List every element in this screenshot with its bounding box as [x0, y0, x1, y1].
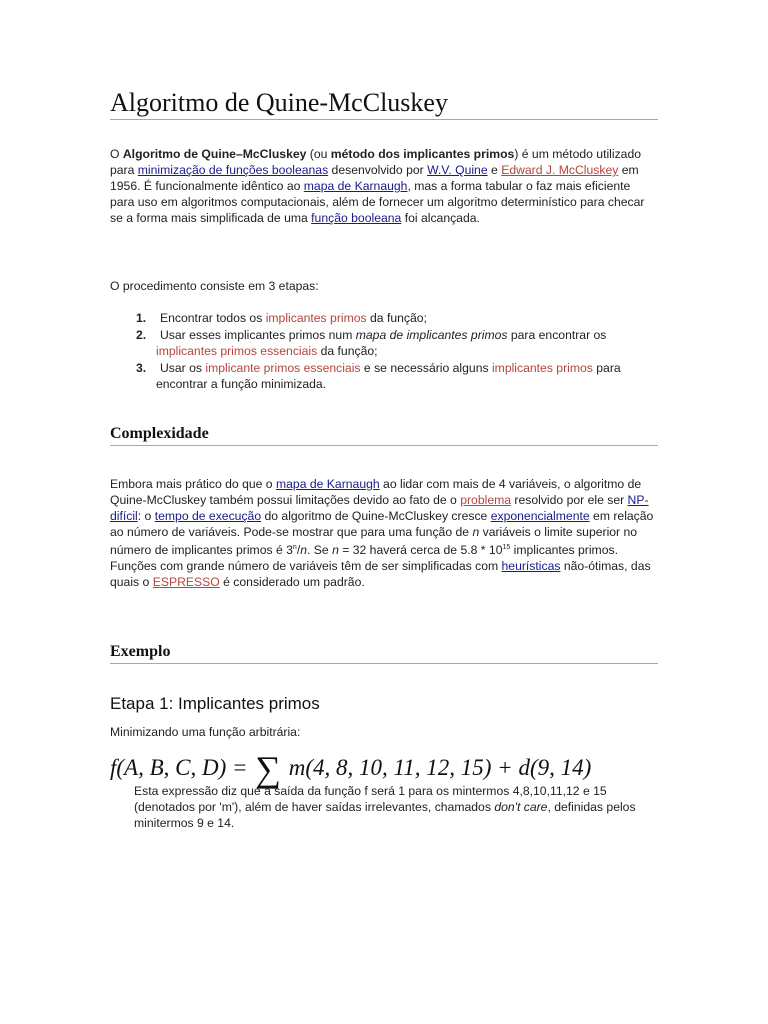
intro-paragraph	[110, 146, 658, 226]
body-text: é considerado um padrão.	[219, 575, 365, 590]
italic-term: don't care	[494, 800, 548, 814]
heading-exemplo: Exemplo	[110, 642, 658, 664]
body-text: : o	[137, 509, 155, 523]
formula-rhs: m(4, 8, 10, 11, 12, 15) + d(9, 14)	[288, 755, 592, 780]
example-note	[134, 783, 654, 831]
example-lead: Minimizando uma função arbitrária:	[110, 725, 301, 739]
math-var: n	[472, 525, 480, 539]
link-mccluskey[interactable]: Edward J. McCluskey	[501, 163, 619, 177]
step-text: e se necessário alguns	[360, 361, 492, 375]
step-text: da função;	[366, 311, 427, 325]
link-heuristicas[interactable]: heurísticas	[501, 559, 561, 574]
list-item	[136, 327, 636, 359]
link-karnaugh[interactable]: mapa de Karnaugh	[303, 179, 408, 193]
math-var: n	[300, 543, 307, 558]
step-text: Usar os	[160, 361, 206, 375]
formula-lhs: f(A, B, C, D) =	[110, 755, 248, 780]
step-text: Encontrar todos os	[160, 311, 266, 325]
complexity-paragraph	[110, 476, 658, 590]
body-text: , definidas pelos minitermos 9 e 14.	[134, 800, 636, 830]
body-text: variáveis o limite superior no número de implicantes primos é 3	[110, 525, 638, 558]
heading-complexidade: Complexidade	[110, 424, 658, 446]
formula	[110, 742, 658, 789]
body-text: . Se	[306, 543, 333, 558]
step-text: para encontrar a função minimizada.	[156, 361, 621, 391]
link-problema[interactable]: problema	[460, 493, 512, 507]
intro-text: em 1956. É funcionalmente idêntico ao	[110, 163, 639, 193]
link-espresso[interactable]: ESPRESSO	[152, 575, 220, 590]
step-text: da função;	[317, 344, 378, 358]
body-text: = 32 haverá cerca de 5.8 * 10	[338, 543, 503, 558]
step-number: 2.	[136, 328, 147, 342]
body-text: do algoritmo de Quine-McCluskey cresce	[261, 509, 491, 523]
intro-text: e	[487, 163, 502, 177]
intro-bold-term: método dos implicantes primos	[330, 147, 515, 161]
subheading-etapa-1: Etapa 1: Implicantes primos	[110, 694, 320, 713]
step-text: Usar esses implicantes primos num	[160, 328, 356, 342]
step-italic: mapa de implicantes primos	[355, 328, 508, 342]
sum-symbol: ∑	[255, 749, 281, 789]
link-tempo-execucao[interactable]: tempo de execução	[154, 509, 262, 523]
body-text: ao lidar com mais de 4 variáveis, o algoritmo de Quine-McCluskey também possui limitações devido ao fato de o	[110, 477, 642, 507]
body-text: Embora mais prático do que o	[110, 477, 276, 491]
page-title: Algoritmo de Quine-McCluskey	[110, 88, 658, 120]
step-number: 1.	[136, 311, 147, 325]
procedure-steps	[136, 310, 636, 393]
body-text: em relação ao número de variáveis. Pode-se mostrar que para uma função de	[110, 509, 654, 539]
link-quine[interactable]: W.V. Quine	[427, 163, 488, 177]
math-var: n	[332, 543, 339, 558]
intro-text: foi alcançada.	[401, 211, 480, 225]
step-text: para encontrar os	[507, 328, 607, 342]
link-implicantes-essenciais[interactable]: implicantes primos essenciais	[156, 344, 318, 358]
link-minimizacao[interactable]: minimização de funções booleanas	[137, 163, 329, 177]
link-np-dificil[interactable]: NP-difícil	[110, 493, 649, 523]
body-text: /	[296, 543, 301, 558]
superscript: n	[292, 544, 297, 551]
intro-text: , mas a forma tabular o faz mais eficiente para uso em algoritmos computacionais, além de fornecer um algoritmo determinístico para checar se a forma mais simplificada de uma	[110, 179, 645, 225]
link-exponencialmente[interactable]: exponencialmente	[490, 509, 590, 523]
body-text: não-ótimas, das quais o	[110, 559, 651, 590]
intro-bold-term: Algoritmo de Quine–McCluskey	[122, 147, 307, 161]
link-funcao-booleana[interactable]: função booleana	[311, 211, 402, 225]
intro-text: (ou	[306, 147, 331, 161]
body-text: implicantes primos. Funções com grande número de variáveis têm de ser simplificadas com	[110, 543, 618, 574]
link-implicante-essenciais[interactable]: implicante primos essenciais	[205, 361, 361, 375]
step-number: 3.	[136, 361, 147, 375]
intro-text: ) é um método utilizado para	[110, 147, 642, 177]
procedure-intro: O procedimento consiste em 3 etapas:	[110, 279, 319, 293]
body-text: Esta expressão diz que a saída da função f será 1 para os mintermos 4,8,10,11,12 e 15 (denotados por 'm'), além de haver saídas irrelevantes, chamados	[134, 784, 607, 814]
intro-text: desenvolvido por	[328, 163, 428, 177]
link-implicantes-primos[interactable]: implicantes primos	[491, 361, 593, 375]
list-item	[136, 310, 636, 326]
intro-text: O	[110, 147, 123, 161]
list-item	[136, 360, 636, 392]
superscript: 15	[502, 544, 511, 551]
link-implicantes-primos[interactable]: implicantes primos	[265, 311, 367, 325]
link-karnaugh[interactable]: mapa de Karnaugh	[275, 477, 380, 491]
body-text: resolvido por ele ser	[511, 493, 628, 507]
